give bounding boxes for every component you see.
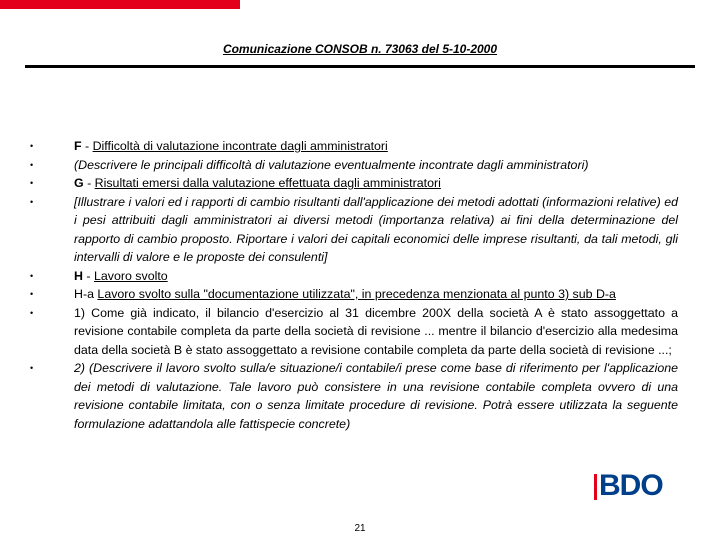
item-text: Lavoro svolto sulla "documentazione utilizzata", in precedenza menzionata al punto 3) sub D-a (97, 287, 616, 301)
list-item (30, 304, 678, 360)
item-prefix: F (74, 139, 82, 153)
logo-text: BDO (599, 469, 663, 502)
item-text: [Illustrare i valori ed i rapporti di cambio risultanti dall'applicazione dei metodi adottati (informazioni relative) ed i pesi attribuiti dagli amministratori ai diversi metodi (importanza relativa) ai fini della determinazione del rapporto di cambio proposto. Riportare i valori dei capitali economici delle imprese risultanti, da tali metodi, gli intervalli di valore e le proposte dei consulenti] (74, 194, 678, 264)
item-separator: - (81, 139, 93, 153)
bullet-list (30, 137, 678, 433)
item-text: (Descrivere le principali difficoltà di valutazione eventualmente incontrate dagli amministratori) (74, 157, 589, 172)
logo-accent-bar (594, 474, 597, 500)
item-text: Risultati emersi dalla valutazione effettuata dagli amministratori (94, 176, 441, 190)
bullet-icon: • (30, 159, 34, 170)
item-text: 1) Come già indicato, il bilancio d'esercizio al 31 dicembre 200X della società A è stato assoggettato a revisione contabile completa da parte della società di revisione ... mentre il bilancio d'esercizio alla medesima data della società B è stato assoggettato a revisione contabile completa da parte della società di revisione ...; (74, 305, 678, 357)
red-accent-bar (0, 0, 240, 9)
list-item (30, 193, 678, 267)
list-item (30, 156, 678, 175)
item-prefix: H-a (74, 287, 94, 301)
item-text: 2) (Descrivere il lavoro svolto sulla/e situazione/i contabile/i prese come base di riferimento per l'applicazione dei metodi di valutazione. Tale lavoro può consistere in una revisione contabile completa ovvero di una revisione contabile limitata, con o senza limitate procedure di revisione. Potrà essere utilizzata la seguente formulazione adattandola alle fattispecie concrete) (74, 361, 678, 431)
item-prefix: G (74, 176, 84, 190)
item-text: Lavoro svolto (93, 268, 168, 283)
list-item (30, 137, 678, 156)
item-prefix: H (74, 268, 83, 283)
item-text: Difficoltà di valutazione incontrate dagli amministratori (92, 139, 388, 153)
list-item (30, 285, 678, 304)
bullet-icon: • (30, 196, 34, 207)
item-separator: - (82, 268, 94, 283)
list-item (30, 267, 678, 286)
bullet-icon: • (30, 178, 34, 188)
title-divider (25, 65, 695, 68)
bullet-icon: • (30, 289, 34, 299)
list-item (30, 174, 678, 193)
bullet-icon: • (30, 141, 34, 151)
page-title: Comunicazione CONSOB n. 73063 del 5-10-2000 (222, 42, 498, 56)
bullet-icon: • (30, 307, 34, 318)
bullet-icon: • (30, 270, 34, 281)
bullet-icon: • (30, 363, 34, 373)
item-separator: - (83, 176, 95, 190)
bdo-logo (594, 470, 670, 502)
list-item (30, 359, 678, 433)
page-number: 21 (354, 523, 366, 534)
